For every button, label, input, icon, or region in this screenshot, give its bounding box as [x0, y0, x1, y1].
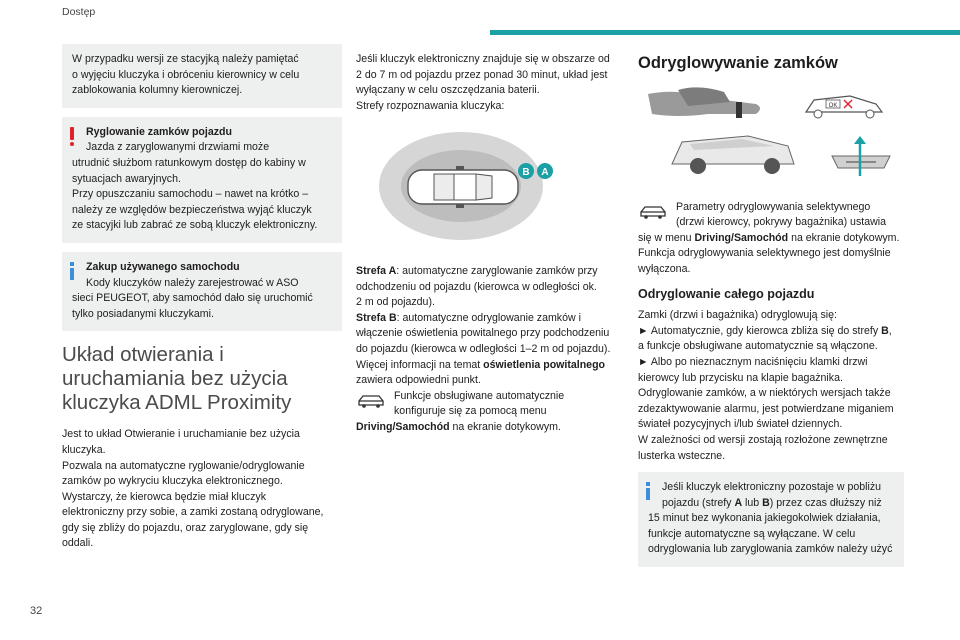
- section-title-line: kluczyka ADML Proximity: [62, 391, 292, 415]
- warning-line: utrudnić służbom ratunkowym dostęp do kabiny w: [72, 156, 306, 169]
- body-text: Więcej informacji na temat: [356, 358, 484, 371]
- detection-zones-figure: [356, 122, 618, 252]
- warning-title: Ryglowanie zamków pojazdu: [86, 125, 232, 138]
- selective-unlock-paragraph: [638, 200, 904, 278]
- body-line: konfiguruje się za pomocą menu: [394, 405, 547, 418]
- warning-exclamation-icon: [70, 127, 74, 140]
- menu-name: Driving/Samochód: [356, 420, 450, 433]
- body-line: Funkcje obsługiwane automatycznie: [394, 389, 565, 402]
- body-line: zdezaktywowanie alarmu, jest potwierdzane miganiem: [638, 402, 894, 415]
- info-line: odryglowania lub zaryglowania zamków należy użyć: [648, 543, 893, 556]
- cross-reference: oświetlenia powitalnego: [483, 358, 606, 371]
- body-line: Wystarczy, że kierowca będzie miał kluczyk: [62, 490, 266, 503]
- info-title: Zakup używanego samochodu: [86, 260, 240, 273]
- info-icon: [646, 482, 650, 498]
- body-line: wyłączona.: [638, 262, 691, 275]
- body-line: Odryglowanie zamków, a w niektórych wersjach także: [638, 387, 891, 400]
- body-text: na ekranie dotykowym.: [449, 420, 561, 433]
- body-text: ► Automatycznie, gdy kierowca zbliża się do strefy: [638, 324, 882, 337]
- body-text: się w menu: [638, 231, 695, 244]
- body-line: odchodzeniu od pojazdu (kierowca w odległości ok.: [356, 280, 597, 293]
- body-line: Parametry odryglowywania selektywnego: [676, 200, 871, 213]
- zone-letter: B: [881, 324, 889, 337]
- body-line: (drzwi kierowcy, pokrywy bagażnika) ustawia: [676, 216, 886, 229]
- info-line: Kody kluczyków należy zarejestrować w ASO: [86, 276, 299, 289]
- warning-line: należy ze względów bezpieczeństwa wyjąć kluczyk: [72, 203, 312, 216]
- running-header: Dostęp: [62, 6, 96, 18]
- full-unlock-subtitle: Odryglowanie całego pojazdu: [638, 286, 815, 301]
- info-box: [638, 472, 904, 567]
- body-line: zawiera odpowiedni punkt.: [356, 374, 481, 387]
- body-text: na ekranie dotykowym.: [788, 231, 900, 244]
- zone-letter: B: [762, 496, 770, 509]
- body-line: Jest to układ Otwieranie i uruchamianie bez użycia: [62, 428, 300, 441]
- car-side-with-lock-icon: [806, 96, 882, 118]
- body-line: Funkcja odryglowywania selektywnego jest domyślnie: [638, 247, 891, 260]
- info-line: sieci PEUGEOT, aby samochód dało się uruchomić: [72, 292, 313, 305]
- body-text: : automatyczne zaryglowanie zamków przy: [396, 264, 598, 277]
- header-accent-bar: [490, 30, 960, 35]
- body-text: ,: [888, 324, 892, 337]
- zone-a-label: A: [541, 167, 549, 179]
- column-2: [356, 52, 618, 436]
- section-title-line: Układ otwierania i: [62, 343, 224, 367]
- info-line: 15 minut bez wykonania jakiegokolwiek działania,: [648, 512, 881, 525]
- zone-letter: A: [734, 496, 743, 509]
- body-line: ► Albo po nieznacznym naciśnięciu klamki drzwi: [638, 355, 868, 368]
- note-line: zablokowania kolumny kierowniczej.: [72, 84, 243, 97]
- warning-line: Przy opuszczaniu samochodu – nawet na krótko –: [72, 188, 309, 201]
- info-icon: [70, 262, 74, 278]
- body-line: do pojazdu (kierowca w odległości 1–2 m od pojazdu).: [356, 342, 611, 355]
- info-line: Jeśli kluczyk elektroniczny pozostaje w pobliżu: [662, 481, 882, 494]
- warning-box: [62, 117, 342, 243]
- section-body: [62, 427, 342, 552]
- info-text: lub: [742, 496, 763, 509]
- body-line: kluczyka.: [62, 443, 106, 456]
- intro-text: [356, 52, 618, 114]
- body-line: świateł pozycyjnych i/lub świateł dziennych.: [638, 418, 843, 431]
- info-text: ) przez czas dłuższy niż: [769, 496, 882, 509]
- body-text: : automatyczne odryglowanie zamków i: [396, 311, 581, 324]
- body-line: elektroniczny przy sobie, a zamki zostaną odryglowane,: [62, 506, 324, 519]
- page-number: 32: [30, 605, 43, 617]
- body-line: włączenie oświetlenia powitalnego przy podchodzeniu: [356, 327, 610, 340]
- body-line: a funkcje obsługiwane automatycznie są włączone.: [638, 340, 878, 353]
- zone-b-label: B: [522, 167, 530, 179]
- body-line: wyłączany w celu oszczędzania baterii.: [356, 84, 540, 97]
- body-line: lusterka wsteczne.: [638, 449, 726, 462]
- body-line: Jeśli kluczyk elektroniczny znajduje się w obszarze od: [356, 53, 610, 65]
- car-settings-icon: [638, 204, 668, 220]
- warning-line: sytuacjach awaryjnych.: [72, 172, 181, 185]
- unlocking-illustration: [638, 84, 904, 184]
- info-box: [62, 252, 342, 331]
- column-3: [638, 52, 904, 576]
- car-top-view-icon: [408, 166, 518, 208]
- note-line: o wyjęciu kluczyka i obróceniu kierownicy w celu: [72, 68, 300, 81]
- car-rear-three-quarter-icon: [672, 136, 794, 174]
- body-line: W zależności od wersji zostają rozłożone zewnętrzne: [638, 433, 888, 446]
- body-line: 2 do 7 m od pojazdu przez ponad 30 minut, układ jest: [356, 68, 608, 81]
- tailgate-button-icon: [832, 136, 890, 176]
- body-line: zamków po wykryciu kluczyka elektronicznego.: [62, 475, 283, 488]
- section-title-line: uruchamiania bez użycia: [62, 367, 288, 391]
- body-line: oddali.: [62, 537, 94, 550]
- zone-b-term: Strefa B: [356, 311, 397, 324]
- body-line: Strefy rozpoznawania kluczyka:: [356, 99, 505, 112]
- body-line: Zamki (drzwi i bagażnika) odryglowują się:: [638, 309, 838, 322]
- car-settings-icon: [356, 393, 386, 409]
- info-line: funkcje automatyczne są wyłączane. W celu: [648, 527, 856, 540]
- door-handle-hand-icon: [648, 87, 760, 118]
- note-line: W przypadku wersji ze stacyjką należy pamiętać: [72, 53, 299, 65]
- ok-label: OK: [828, 103, 838, 109]
- body-line: Pozwala na automatyczne ryglowanie/odryglowanie: [62, 459, 305, 472]
- menu-name: Driving/Samochód: [694, 231, 789, 244]
- column-1: [62, 44, 342, 552]
- note-box: [62, 44, 342, 108]
- config-paragraph: [356, 389, 618, 436]
- zone-a-term: Strefa A: [356, 264, 397, 277]
- section-title: [62, 343, 342, 415]
- body-line: 2 m od pojazdu).: [356, 296, 435, 309]
- body-line: kierowcy lub przycisku na klapie bagażnika.: [638, 371, 843, 384]
- warning-line: Jazda z zaryglowanymi drzwiami może: [86, 141, 270, 154]
- full-unlock-text: [638, 308, 904, 464]
- zones-text: [356, 264, 618, 389]
- unlocking-title: Odryglowywanie zamków: [638, 54, 838, 72]
- info-text: pojazdu (strefy: [662, 496, 735, 509]
- body-line: gdy się zbliży do pojazdu, oraz zaryglowane, gdy się: [62, 521, 309, 534]
- warning-line: ze stacyjki lub zabrać ze sobą kluczyk elektroniczny.: [72, 219, 318, 232]
- info-line: tylko posiadanymi kluczykami.: [72, 307, 214, 320]
